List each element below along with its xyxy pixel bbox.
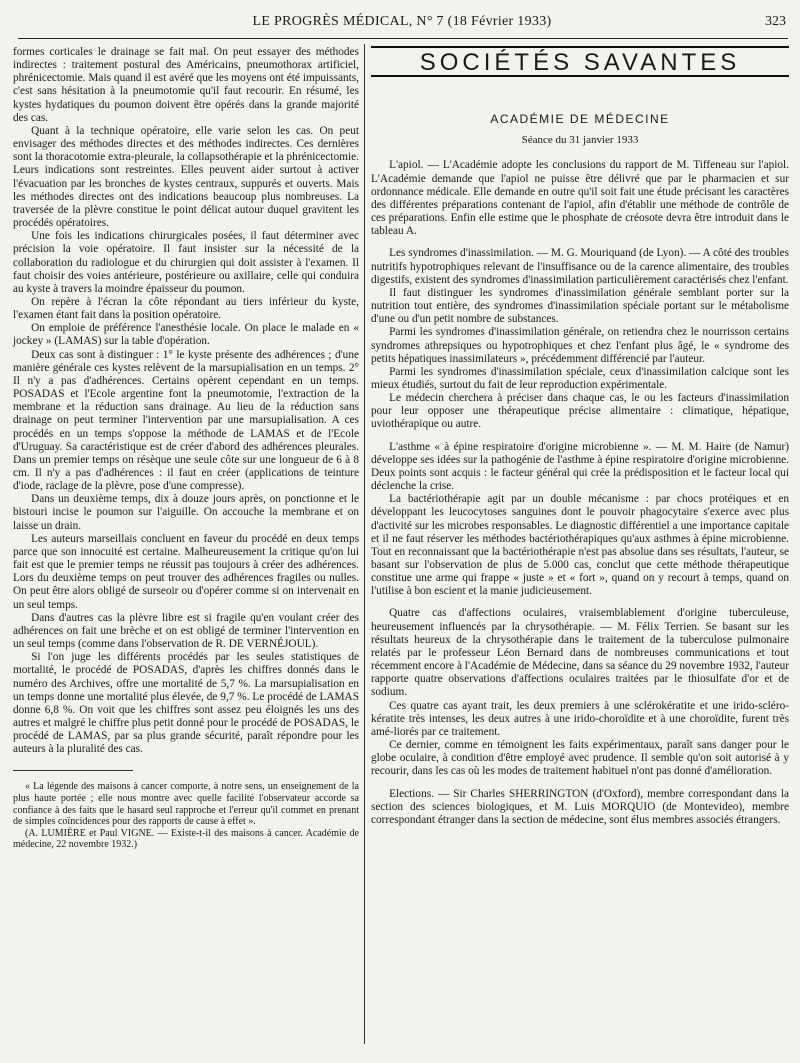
body-paragraph: Dans d'autres cas la plèvre libre est si fragile qu'en voulant créer des adhérences on fait une brèche et on est obligé de terminer l'intervention en un seul temps (comme dans l'observation de R. DE VERNÉJOUL).: [13, 611, 359, 651]
body-paragraph: Ces quatre cas ayant trait, les deux premiers à une sclérokératite et une irido-scléro-kératite très intenses, les deux autres à une irido-choroïdite et à une choroïdite, furent très amé-liorés par ce traitement.: [371, 699, 789, 738]
report-apiol: L'apiol. — L'Académie adopte les conclusions du rapport de M. Tiffeneau sur l'apiol. L'Académie demande que l'apiol ne puisse être délivré que par le pharmacien et sur ordonnance médicale. Elle demande en outre qu'il soit fait une étude précisant les caractères des différentes préparations contenant de l'apiol, afin d'établir une méthode de contrôle de ces préparations. Enfin elle estime que le phosphate de créosote devra être introduit dans le tableau A.: [371, 159, 789, 238]
body-paragraph: On repère à l'écran la côte répondant au tiers inférieur du kyste, l'examen étant fait dans la position opératoire.: [13, 295, 359, 322]
body-paragraph: Ce dernier, comme en témoignent les faits expérimentaux, paraît sans danger pour le globe oculaire, à condition d'être employé avec prudence. Il semble qu'on soit autorisé à y recourir, dans les cas où les modes de traitement habituel n'ont pas donné d'amélioration.: [371, 739, 789, 778]
page-number: 323: [765, 14, 786, 29]
body-paragraph: Le médecin cherchera à préciser dans chaque cas, le ou les facteurs d'inassimilation pour leur opposer une thérapeutique précise alimentaire : climatique, hépatique, uviothérapique ou autre.: [371, 392, 789, 431]
body-paragraph: Une fois les indications chirurgicales posées, il faut déterminer avec précision la voie opératoire. Il faut insister sur la nécessité de la collaboration du radiologue et du chirurgien qui doit assister à l'examen. Il faut choisir des voies antérieure, postérieure ou axillaire, celle qui conduira au kyste à travers la moindre épaisseur du poumon.: [13, 230, 359, 295]
footnote: [13, 781, 359, 851]
body-paragraph: Les auteurs marseillais concluent en faveur du procédé en deux temps parce que son innocuité est certaine. Malheureusement la critique qu'on lui fait est que le premier temps ne réussit pas toujours à créer des adhérences. Lors du deuxième temps on peut trouver des adhérences fragiles ou nulles. On peut être alors obligé de surseoir ou d'opérer comme si on intervenait en un seul temps.: [13, 532, 359, 611]
session-date: Séance du 31 janvier 1933: [521, 134, 639, 147]
left-column: [13, 46, 359, 851]
footnote-quote: « La légende des maisons à cancer comporte, à notre sens, un enseignement de la plus haute portée ; elle nous montre avec quelle facilité l'observateur accorde sa confiance à des faits que le hasard seul rapproche et l'erreur qu'il commet en prenant de simples coïncidences pour des rapports de cause à effet ».: [13, 781, 359, 828]
body-paragraph: Dans un deuxième temps, dix à douze jours après, on ponctionne et le bistouri incise le poumon sur l'aiguille. On accouche la membrane et on laisse un drain.: [13, 493, 359, 532]
header-rule: [18, 38, 788, 39]
society-heading: ACADÉMIE DE MÉDECINE: [490, 112, 670, 127]
body-paragraph: On emploie de préférence l'anesthésie locale. On place le malade en « jockey » (LAMAS) sur la table d'opération.: [13, 322, 359, 348]
body-paragraph: Parmi les syndromes d'inassimilation spéciale, ceux d'inassimilation calcique sont les mieux étudiés, surtout du fait de leur reproduction expérimentale.: [371, 365, 789, 391]
body-paragraph: Parmi les syndromes d'inassimilation générale, on retiendra chez le nourrisson certains syndromes athrepsiques ou hypotrophiques et chez l'enfant plus âgé, le « syndrome des petits hépatiques inassimilateurs », précédemment différencié par l'auteur.: [371, 326, 789, 365]
report-asthme: L'asthme « à épine respiratoire d'origine microbienne ». — M. M. Haire (de Namur) développe ses idées sur la pathogénie de l'asthme à épine respiratoire d'origine microbienne. Deux points sont acquis : le facteur général qui crée la prédisposition et le facteur local qui déclenche la crise.: [371, 440, 789, 493]
body-paragraph: Deux cas sont à distinguer : 1° le kyste présente des adhérences ; d'une manière générale ces kystes relèvent de la marsupialisation en un temps. 2° Il n'y a pas d'adhérences. Certains opèrent cependant en un temps. POSADAS et l'Ecole argentine font la pneumotomie, l'extraction de la membrane et la réduction sans drainage. Au lieu de la réduction sans drainage on peut terminer l'intervention par une marsupialisation. A ces procédés en un temps s'oppose la méthode de LAMAS et de l'Ecole d'Uruguay. Sa caractéristique est de créer d'abord des adhérences pleurales. Dans un premier temps on résèque une seule côte sur une longueur de 6 à 8 cm. Il n'y a pas d'adhérences : il faut en créer (applications de teinture d'iode, raclage de la plèvre, pose d'une compresse).: [13, 348, 359, 493]
body-paragraph: formes corticales le drainage se fait mal. On peut essayer des méthodes indirectes : traitement postural des Américains, pneumothorax artificiel, phrénicectomie. Mais quand il est avéré que les moyens ont été impuissants, c'est sans hésitation à la pneumotomie qu'il faut recourir. En résumé, les kystes hydatiques du poumon doivent être opérés dans la grande majorité des cas.: [13, 46, 359, 124]
body-paragraph: Il faut distinguer les syndromes d'inassimilation générale semblant porter sur la nutrition tout entière, des syndromes d'inassimilation spéciale portant sur le métabolisme d'une ou d'un petit nombre de substances.: [371, 286, 789, 326]
right-column: [371, 46, 789, 827]
body-paragraph: Quant à la technique opératoire, elle varie selon les cas. On peut envisager des méthodes directes et des méthodes indirectes. Ces dernières sont la thoracotomie extra-pleurale, la collapsothérapie et la phrénicectomie. Leurs indications sont restreintes. Elles peuvent aider surtout à activer l'évacuation par les bronches de kystes centraux, suppurés et ouverts. Mais les méthodes directes ont des indications beaucoup plus nombreuses. La traversée de la plèvre constitue le point délicat autour duquel gravitent les procédés opératoires.: [13, 124, 359, 230]
running-title: LE PROGRÈS MÉDICAL, N° 7 (18 Février 1933): [252, 14, 552, 29]
footnote-source: (A. LUMIÈRE et Paul VIGNE. — Existe-t-il des maisons à cancer. Académie de médecine, 22 novembre 1932.): [13, 827, 359, 851]
running-header: [18, 14, 786, 34]
column-divider: [364, 44, 365, 1044]
section-title: SOCIÉTÉS SAVANTES: [371, 46, 789, 77]
body-paragraph: La bactériothérapie agit par un double mécanisme : par chocs protéiques et en développant les leucocytoses sanguines dont le pouvoir phagocytaire s'exerce avec plus d'activité sur les microbes responsables. Le diagnostic différentiel a une importance capitale et il ne faut réserver les méthodes bactériothérapiques qu'aux asthmes à épine microbienne. Tout en reconnaissant que la bactériothérapie n'est pas absolue dans ses résultats, l'auteur, se basant sur l'observation de plus de 5.000 cas, conclut que cette méthode thérapeutique constitue une arme qui frappe « juste » et « fort », quand on y recourt à temps, quand on l'utilise à bon escient et la manie judicieusement.: [371, 493, 789, 598]
footnote-rule: [13, 770, 133, 771]
body-paragraph: Si l'on juge les différents procédés par les seules statistiques de mortalité, le procédé de POSADAS, d'après les chiffres donnés dans le numéro des Archives, offre une mortalité de 5,7 %. La marsupialisation en un temps donne une mortalité plus élevée, de 9,7 %. Le procédé de LAMAS donne 6,8 %. On voit que les chiffres sont assez peu éloignés les uns des autres et malgré le chiffre plus petit donné pour le procédé de POSADAS, le procédé de LAMAS, par sa plus grande sécurité, paraît répondre pour les auteurs à la pluralité des cas.: [13, 651, 359, 756]
report-inassimilation: Les syndromes d'inassimilation. — M. G. Mouriquand (de Lyon). — A côté des troubles nutritifs hypotrophiques relevant de l'insuffisance ou de la carence alimentaire, des troubles digestifs, existent des syndromes d'inassimilation particulièrement caractérisés chez l'enfant.: [371, 247, 789, 286]
report-chrysotherapie: Quatre cas d'affections oculaires, vraisemblablement d'origine tuberculeuse, heureusement influencés par la chrysothérapie. — M. Félix Terrien. Se basant sur les résultats heureux de la chrysothérapie dans le traitement de la tuberculose pulmonaire relatés par le professeur Léon Bernard dans de nombreuses communications et tout récemment encore à l'Académie de Médecine, dans sa séance du 29 novembre 1932, l'auteur rapporte quatre observations d'affections oculaires traitées par le thiosulfate d'or et de sodium.: [371, 607, 789, 699]
report-elections: Elections. — Sir Charles SHERRINGTON (d'Oxford), membre correspondant dans la section des sciences biologiques, et M. Luis MORQUIO (de Montevideo), membre correspondant étranger dans la section de médecine, sont élus membres associés étrangers.: [371, 787, 789, 826]
